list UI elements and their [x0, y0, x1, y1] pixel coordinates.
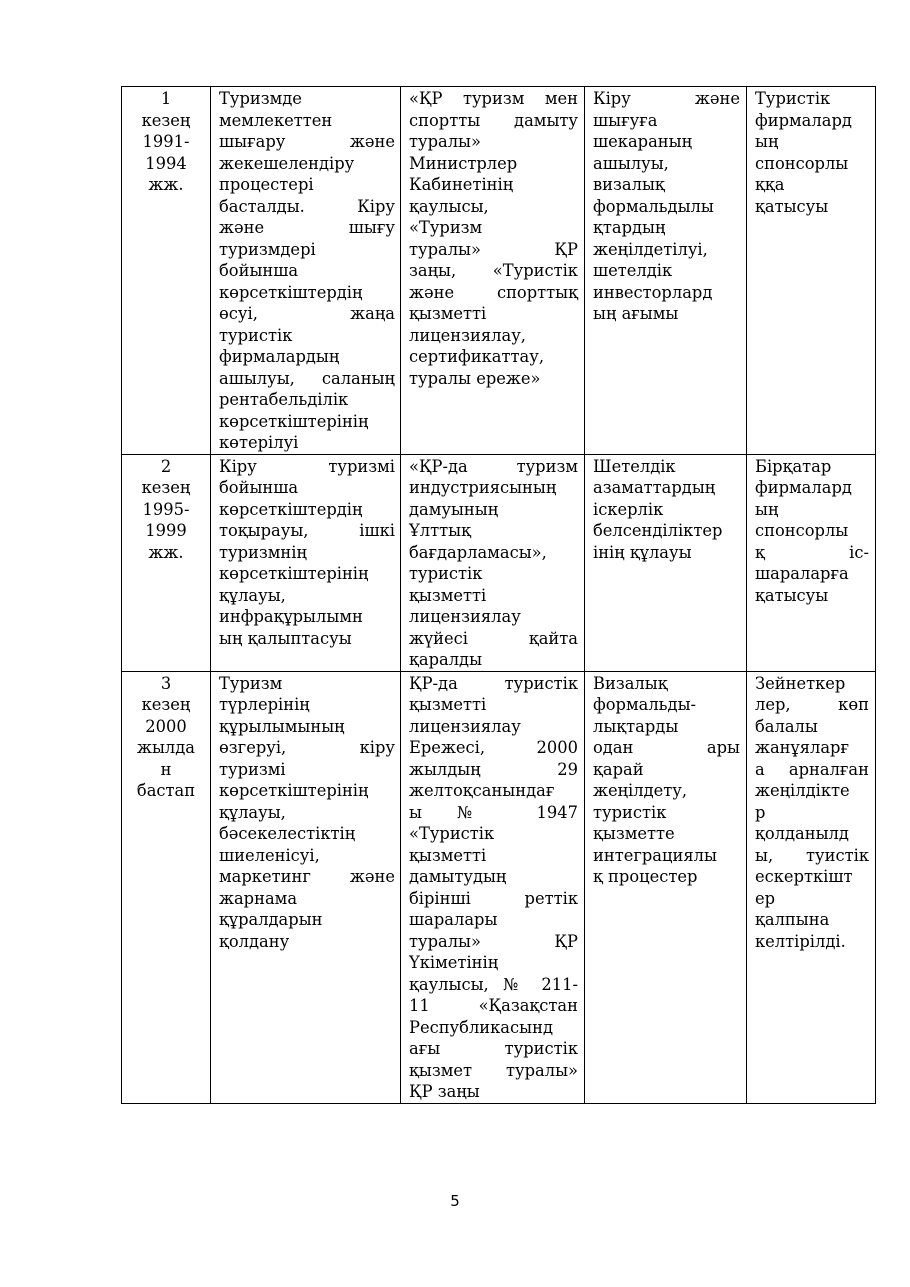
cell-line: фирмалардың	[219, 347, 340, 366]
cell-line: қатысуы	[755, 196, 829, 216]
cell-line: балалы	[755, 716, 818, 736]
sponsorship-cell	[747, 671, 876, 1103]
cell-line: қызметті	[409, 304, 487, 323]
cell-line: жеңілдету,	[593, 781, 688, 800]
factors-cell	[585, 454, 747, 671]
cell-line: одан ары	[593, 738, 740, 757]
cell-line: а арналған	[755, 759, 869, 779]
cell-line: дамытудың	[409, 867, 507, 886]
cell-line: рентабельділік	[219, 390, 349, 409]
cell-line: 3	[160, 673, 172, 693]
cell-line: жж.	[148, 542, 184, 562]
cell-line: туристік	[409, 564, 483, 583]
cell-line: қызмет туралы»	[409, 1060, 578, 1080]
cell-line: «Туристік	[409, 824, 495, 843]
cell-line: 1	[160, 89, 172, 108]
cell-line: көрсеткіштердің	[219, 499, 363, 519]
cell-line: құрылымының	[219, 716, 345, 736]
cell-line: шиеленісуі,	[219, 845, 320, 865]
cell-line: бәсекелестіктің	[219, 824, 356, 843]
cell-line: ы, туистік	[755, 845, 869, 865]
documents-cell	[401, 87, 585, 455]
cell-line: Ұлттық	[409, 521, 471, 540]
cell-line: жылдың 29	[409, 759, 578, 779]
cell-line: ҚР заңы	[409, 1082, 480, 1101]
cell-line: лицензиялау	[409, 716, 521, 736]
cell-line: 2000	[145, 716, 187, 736]
cell-line: келтірілді.	[755, 931, 846, 951]
cell-line: ҚР-да туристік	[409, 673, 578, 693]
cell-line: спонсорлы	[755, 153, 849, 173]
page-number: 5	[450, 1192, 460, 1210]
cell-line: кезең	[141, 695, 191, 714]
cell-line: ашылуы,	[593, 153, 669, 173]
cell-line: фирмалард	[755, 478, 852, 497]
cell-line: бірінші реттік	[409, 888, 578, 908]
cell-line: ың қалыптасуы	[219, 628, 352, 648]
cell-line: туралы» ҚР	[409, 931, 578, 951]
cell-line: құралдарын	[219, 910, 323, 929]
cell-line: Туризм	[219, 673, 283, 693]
cell-line: Шетелдік	[593, 456, 676, 476]
cell-line: спортты дамыту	[409, 110, 578, 130]
cell-line: Кіру туризмі	[219, 456, 395, 476]
cell-line: ың	[755, 132, 779, 151]
cell-line: индустриясының	[409, 478, 557, 497]
cell-line: шығуға	[593, 110, 658, 130]
changes-cell	[211, 454, 401, 671]
cell-line: желтоқсанындағ	[409, 781, 555, 800]
cell-line: ың ағымы	[593, 304, 679, 323]
cell-line: тоқырауы, ішкі	[219, 521, 395, 540]
table-row	[122, 454, 876, 671]
cell-line: лықтарды	[593, 716, 679, 736]
cell-line: шекараның	[593, 132, 693, 151]
cell-line: жылда	[136, 738, 195, 757]
cell-line: ескерткішт	[755, 867, 853, 886]
cell-line: бойынша	[219, 478, 299, 497]
cell-line: шығару және	[219, 132, 395, 151]
cell-line: инвесторлард	[593, 282, 713, 302]
cell-line: өзгеруі, кіру	[219, 738, 395, 757]
cell-line: Республикасынд	[409, 1017, 553, 1037]
cell-line: қаулысы, № 211-	[409, 974, 578, 994]
cell-line: кезең	[141, 478, 191, 497]
cell-line: Бірқатар	[755, 456, 832, 476]
cell-line: Кабинетінің	[409, 175, 514, 194]
changes-cell	[211, 87, 401, 455]
cell-line: қатысуы	[755, 585, 829, 605]
sponsorship-cell	[747, 87, 876, 455]
cell-line: фирмалард	[755, 110, 852, 130]
cell-line: заңы, «Туристік	[409, 261, 578, 280]
cell-line: Кіру және	[593, 89, 740, 108]
cell-line: интеграциялы	[593, 845, 717, 865]
factors-cell	[585, 87, 747, 455]
cell-line: шетелдік	[593, 261, 673, 280]
documents-cell	[401, 454, 585, 671]
cell-line: қаралды	[409, 650, 483, 669]
cell-line: р	[755, 802, 766, 822]
cell-line: туралы»	[409, 132, 481, 151]
cell-line: жарнама	[219, 888, 298, 908]
cell-line: көрсеткіштерінің	[219, 564, 369, 583]
table-body	[122, 87, 876, 1104]
cell-line: шараларға	[755, 564, 849, 583]
cell-line: туралы» ҚР	[409, 239, 578, 259]
cell-line: ың	[755, 499, 779, 519]
cell-line: шаралары	[409, 910, 498, 929]
cell-line: іскерлік	[593, 499, 664, 519]
cell-line: 1991-	[142, 132, 190, 151]
cell-line: 2	[160, 456, 172, 476]
cell-line: құлауы,	[219, 585, 286, 605]
cell-line: «ҚР туризм мен	[409, 89, 578, 108]
cell-line: сертификаттау,	[409, 347, 544, 366]
cell-line: Туристік	[755, 89, 831, 108]
cell-line: қаулысы,	[409, 196, 489, 216]
cell-line: қ процестер	[593, 867, 698, 886]
cell-line: жекешелендіру	[219, 153, 355, 173]
cell-line: және шығу	[219, 218, 395, 237]
cell-line: басталды. Кіру	[219, 196, 395, 216]
cell-line: туралы ереже»	[409, 368, 541, 388]
period-cell	[122, 671, 211, 1103]
cell-line: Үкіметінің	[409, 953, 499, 972]
cell-line: белсенділіктер	[593, 521, 723, 540]
cell-line: туризмнің	[219, 542, 307, 562]
cell-line: жж.	[148, 175, 184, 194]
cell-line: көрсеткіштерінің	[219, 411, 369, 431]
cell-line: спонсорлы	[755, 521, 849, 540]
cell-line: көрсеткіштерінің	[219, 781, 369, 800]
cell-line: визалық	[593, 175, 665, 194]
cell-line: «Туризм	[409, 218, 483, 237]
cell-line: 1999	[145, 521, 187, 540]
cell-line: ққа	[755, 175, 785, 194]
cell-line: көтерілуі	[219, 433, 299, 452]
table-row	[122, 87, 876, 455]
cell-line: қызметті	[409, 845, 487, 865]
cell-line: құлауы,	[219, 802, 286, 822]
table-row	[122, 671, 876, 1103]
cell-line: өсуі, жаңа	[219, 304, 395, 323]
cell-line: туризмдері	[219, 239, 316, 259]
cell-line: қалпына	[755, 910, 830, 929]
cell-line: ағы туристік	[409, 1039, 578, 1058]
cell-line: процестері	[219, 175, 314, 194]
cell-line: Министрлер	[409, 153, 518, 173]
cell-line: қолданылд	[755, 824, 849, 843]
cell-line: Зейнеткер	[755, 673, 846, 693]
cell-line: туризмі	[219, 759, 286, 779]
cell-line: дамуының	[409, 499, 499, 519]
cell-line: туристік	[593, 802, 667, 822]
cell-line: ашылуы, саланың	[219, 368, 395, 388]
documents-cell	[401, 671, 585, 1103]
cell-line: Туризмде	[219, 89, 302, 108]
cell-line: қызметті	[409, 585, 487, 605]
period-cell	[122, 454, 211, 671]
cell-line: 1994	[145, 153, 187, 173]
cell-line: 11 «Қазақстан	[409, 996, 578, 1015]
cell-line: формальды-	[593, 695, 697, 714]
cell-line: формальдылы	[593, 196, 714, 216]
factors-cell	[585, 671, 747, 1103]
cell-line: лер, көп	[755, 695, 869, 714]
period-cell	[122, 87, 211, 455]
cell-line: бойынша	[219, 261, 299, 280]
cell-line: жүйесі қайта	[409, 628, 578, 648]
cell-line: көрсеткіштердің	[219, 282, 363, 302]
cell-line: жеңілдетілуі,	[593, 239, 708, 259]
cell-line: жанұяларғ	[755, 738, 849, 757]
cell-line: лицензиялау	[409, 607, 521, 626]
cell-line: бастап	[136, 781, 196, 800]
cell-line: інің құлауы	[593, 542, 692, 562]
cell-line: жеңілдікте	[755, 781, 850, 800]
cell-line: Визалық	[593, 673, 668, 693]
cell-line: бағдарламасы»,	[409, 542, 547, 562]
cell-line: түрлерінің	[219, 695, 310, 714]
sponsorship-cell	[747, 454, 876, 671]
cell-line: н	[160, 759, 172, 779]
cell-line: азаматтардың	[593, 478, 716, 497]
changes-cell	[211, 671, 401, 1103]
cell-line: қолдану	[219, 931, 290, 951]
cell-line: мемлекеттен	[219, 110, 333, 130]
periods-table	[121, 86, 876, 1104]
cell-line: қтардың	[593, 218, 666, 237]
cell-line: 1995-	[142, 499, 190, 519]
cell-line: ер	[755, 888, 776, 908]
cell-line: қ іс-	[755, 542, 869, 562]
cell-line: ы № 1947	[409, 802, 578, 822]
cell-line: «ҚР-да туризм	[409, 456, 578, 476]
cell-line: Ережесі, 2000	[409, 738, 578, 757]
cell-line: қарай	[593, 759, 644, 779]
cell-line: кезең	[141, 110, 191, 130]
cell-line: туристік	[219, 325, 293, 345]
cell-line: маркетинг және	[219, 867, 395, 886]
cell-line: қызметте	[593, 824, 675, 843]
cell-line: инфрақұрылымн	[219, 607, 363, 626]
cell-line: қызметті	[409, 695, 487, 714]
cell-line: лицензиялау,	[409, 325, 526, 345]
cell-line: және спорттық	[409, 282, 578, 302]
